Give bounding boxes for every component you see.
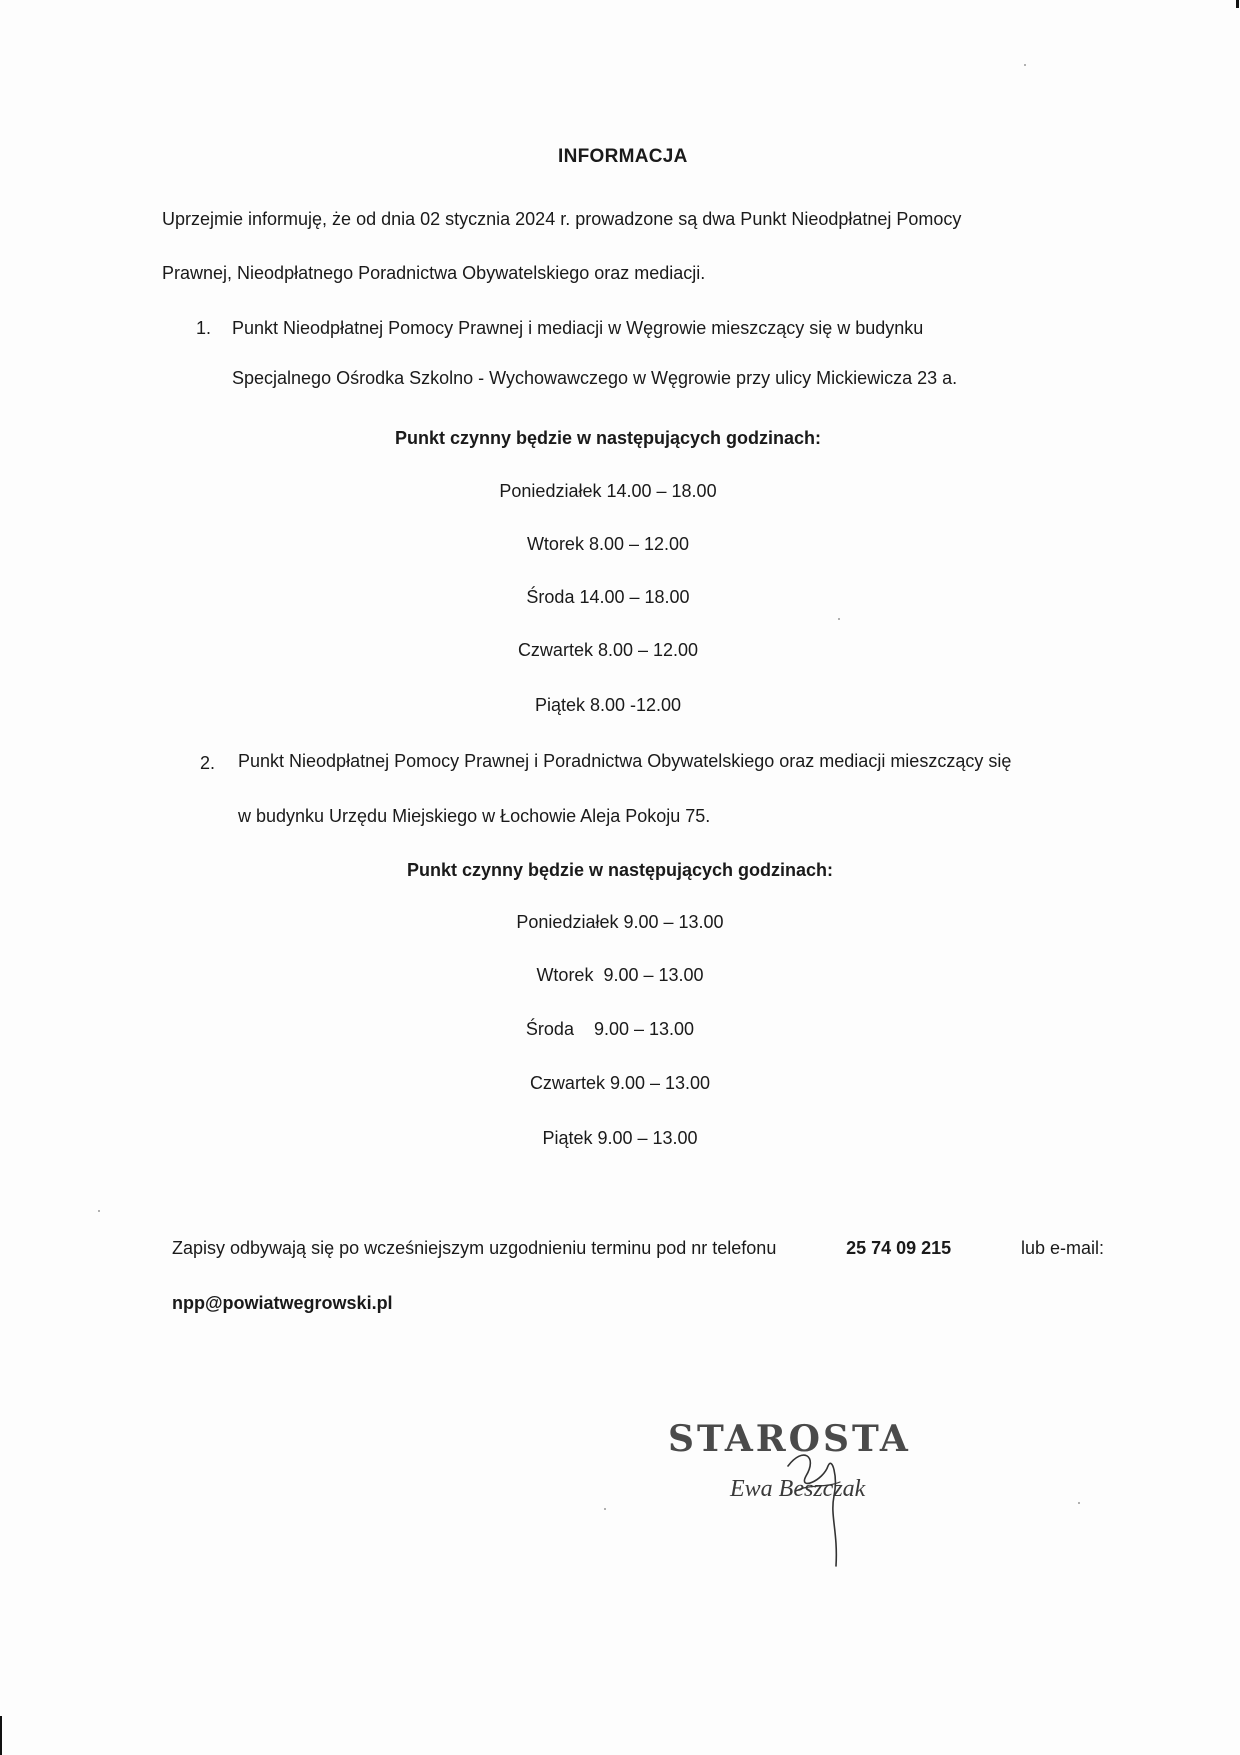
item1-hours-friday: Piątek 8.00 -12.00 xyxy=(534,695,682,715)
list-number-2: 2. xyxy=(200,753,216,773)
stamp-name: Ewa Beszczak xyxy=(730,1476,866,1502)
item2-hours-friday: Piątek 9.00 – 13.00 xyxy=(542,1128,698,1148)
item1-line-1: Punkt Nieodpłatnej Pomocy Prawnej i mediacji w Węgrowie mieszczący się w budynku xyxy=(232,318,924,338)
item2-hours-tuesday: Wtorek 9.00 – 13.00 xyxy=(536,965,704,985)
item2-line-1: Punkt Nieodpłatnej Pomocy Prawnej i Poradnictwa Obywatelskiego oraz mediacji mieszczący się xyxy=(238,751,1012,771)
item2-hours-wednesday: Środa 9.00 – 13.00 xyxy=(525,1019,695,1039)
contact-phone: 25 74 09 215 xyxy=(846,1238,952,1258)
contact-prefix: Zapisy odbywają się po wcześniejszym uzgodnieniu terminu pod nr telefonu xyxy=(172,1238,777,1258)
item2-hours-thursday: Czwartek 9.00 – 13.00 xyxy=(529,1073,711,1093)
item2-line-2: w budynku Urzędu Miejskiego w Łochowie Aleja Pokoju 75. xyxy=(238,806,711,826)
document-title: INFORMACJA xyxy=(558,146,688,167)
list-number-1: 1. xyxy=(196,318,212,338)
item1-hours-heading: Punkt czynny będzie w następujących godzinach: xyxy=(394,428,822,448)
signature-stamp xyxy=(668,1418,948,1558)
item1-hours-tuesday: Wtorek 8.00 – 12.00 xyxy=(526,534,690,554)
stamp-role: STAROSTA xyxy=(668,1418,911,1460)
scan-edge-mark xyxy=(0,1716,2,1755)
contact-line xyxy=(172,1238,1104,1259)
scan-speck xyxy=(98,1210,100,1212)
scan-speck xyxy=(1024,64,1026,66)
contact-suffix: lub e-mail: xyxy=(1020,1238,1104,1258)
item1-hours-monday: Poniedziałek 14.00 – 18.00 xyxy=(499,481,717,501)
scan-speck xyxy=(1078,1502,1080,1504)
item2-hours-monday: Poniedziałek 9.00 – 13.00 xyxy=(516,912,724,932)
handwritten-signature xyxy=(768,1436,878,1576)
intro-line-1: Uprzejmie informuję, że od dnia 02 stycznia 2024 r. prowadzone są dwa Punkt Nieodpłatnej Pomocy xyxy=(162,209,962,229)
scan-speck xyxy=(604,1508,606,1510)
item2-hours-heading: Punkt czynny będzie w następujących godzinach: xyxy=(406,860,834,880)
scan-edge-mark xyxy=(1236,0,1239,8)
item1-hours-thursday: Czwartek 8.00 – 12.00 xyxy=(517,640,699,660)
intro-line-2: Prawnej, Nieodpłatnego Poradnictwa Obywatelskiego oraz mediacji. xyxy=(162,263,706,283)
item1-hours-wednesday: Środa 14.00 – 18.00 xyxy=(526,587,690,607)
contact-email: npp@powiatwegrowski.pl xyxy=(172,1293,393,1313)
scan-speck xyxy=(838,618,840,620)
item1-line-2: Specjalnego Ośrodka Szkolno - Wychowawczego w Węgrowie przy ulicy Mickiewicza 23 a. xyxy=(232,368,958,388)
